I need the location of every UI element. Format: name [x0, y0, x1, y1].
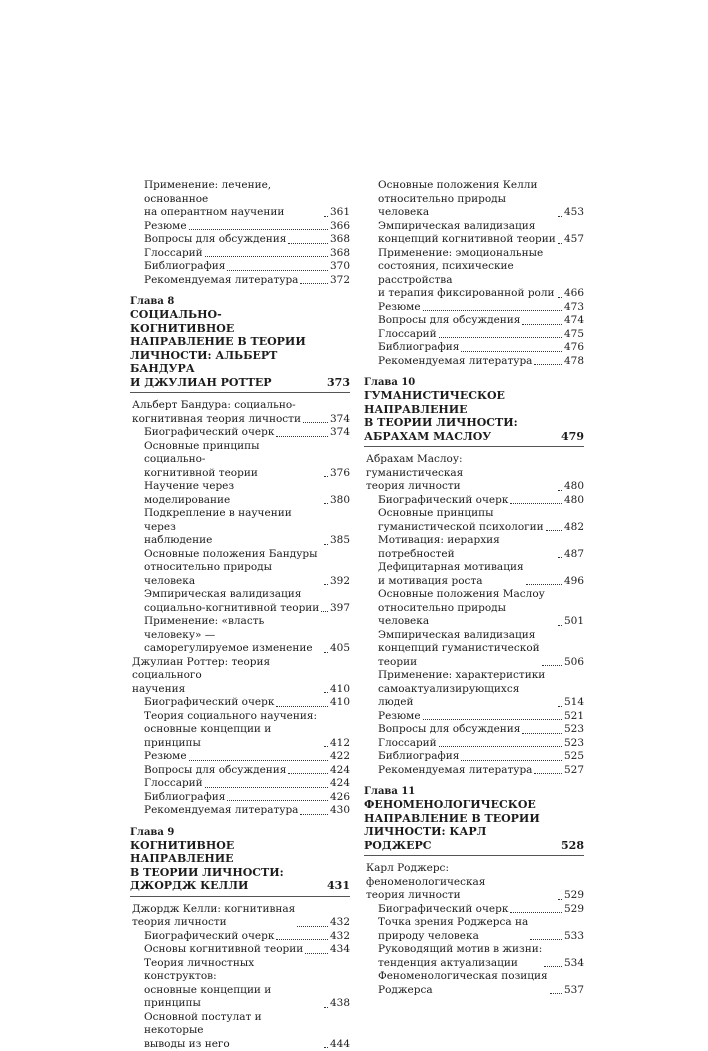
toc-entry	[130, 274, 350, 288]
toc-entry	[130, 260, 350, 274]
dot-leader	[439, 337, 562, 338]
page-number: 424	[330, 764, 350, 778]
toc-entry	[364, 750, 584, 764]
toc-entry	[364, 764, 584, 778]
toc-entry	[364, 669, 584, 710]
toc-entry-text: Резюме	[378, 301, 421, 315]
toc-entry-text: Дефицитарная мотивация и мотивация роста	[378, 561, 524, 588]
toc-entry-text: Основные принципы гуманистической психологии	[378, 507, 544, 534]
page-number: 424	[330, 777, 350, 791]
toc-entry-text: Применение: лечение, основанное на оперантном научении	[144, 179, 322, 220]
toc-entry	[364, 588, 584, 629]
toc-entry	[130, 710, 350, 751]
dot-leader	[288, 773, 328, 774]
toc-column-left	[130, 179, 350, 1051]
page-number: 514	[564, 696, 584, 710]
dot-leader	[461, 760, 562, 761]
dot-leader	[276, 706, 328, 707]
chapter-title-text: КОГНИТИВНОЕ НАПРАВЛЕНИЕ В ТЕОРИИ ЛИЧНОСТИ: ДЖОРДЖ КЕЛЛИ	[130, 839, 323, 893]
toc-entry-text: Биографический очерк	[144, 696, 274, 710]
page-number: 370	[330, 260, 350, 274]
toc-entry	[364, 903, 584, 917]
dot-leader	[324, 1007, 328, 1008]
toc-entry-text: Феноменологическая позиция Роджерса	[378, 970, 548, 997]
dot-leader	[303, 422, 328, 423]
toc-entry	[364, 862, 584, 903]
chapter-rule	[130, 392, 350, 393]
toc-entry-text: Основные положения Бандуры относительно природы человека	[144, 548, 322, 589]
toc-entry-text: Вопросы для обсуждения	[144, 764, 286, 778]
page-number: 361	[330, 206, 350, 220]
dot-leader	[189, 229, 328, 230]
toc-entry-text: Эмпирическая валидизация концепций когнитивной теории	[378, 220, 556, 247]
dot-leader	[558, 625, 562, 626]
page-number: 534	[564, 957, 584, 971]
dot-leader	[558, 490, 562, 491]
toc-entry	[130, 656, 350, 697]
dot-leader	[558, 899, 562, 900]
chapter-title	[364, 798, 584, 852]
page-number: 457	[564, 233, 584, 247]
toc-entry-text: Библиография	[378, 341, 459, 355]
page-number: 430	[330, 804, 350, 818]
dot-leader	[542, 665, 562, 666]
page-number: 372	[330, 274, 350, 288]
page-number: 482	[564, 521, 584, 535]
dot-leader	[546, 530, 562, 531]
chapter-page-number: 528	[561, 839, 584, 853]
page-number: 529	[564, 903, 584, 917]
page-number: 466	[564, 287, 584, 301]
page-number: 412	[330, 737, 350, 751]
toc-entry	[130, 615, 350, 656]
toc-entry-text: Мотивация: иерархия потребностей	[378, 534, 556, 561]
chapter-title-text: ГУМАНИСТИЧЕСКОЕ НАПРАВЛЕНИЕ В ТЕОРИИ ЛИЧНОСТИ: АБРАХАМ МАСЛОУ	[364, 389, 557, 443]
toc-entry-text: Точка зрения Роджерса на природу человека	[378, 916, 528, 943]
toc-entry	[364, 629, 584, 670]
toc-entry	[364, 723, 584, 737]
page-number: 432	[330, 916, 350, 930]
dot-leader	[300, 814, 328, 815]
page-number: 422	[330, 750, 350, 764]
page-number: 368	[330, 233, 350, 247]
chapter-title	[130, 839, 350, 893]
toc-entry	[364, 179, 584, 220]
toc-entry	[130, 233, 350, 247]
toc-entry-text: Глоссарий	[144, 247, 203, 261]
toc-entry	[130, 777, 350, 791]
dot-leader	[288, 243, 328, 244]
page-number: 438	[330, 997, 350, 1011]
toc-entry	[364, 247, 584, 301]
toc-entry-text: Джордж Келли: когнитивная теория личности	[132, 903, 295, 930]
dot-leader	[423, 719, 562, 720]
toc-entry	[364, 507, 584, 534]
page-number: 478	[564, 355, 584, 369]
dot-leader	[276, 436, 328, 437]
toc-entry-text: Эмпирическая валидизация социально-когнитивной теории	[144, 588, 319, 615]
toc-entry-text: Применение: характеристики самоактуализирующихся людей	[378, 669, 556, 710]
chapter-page-number: 479	[561, 430, 584, 444]
chapter-title-text: СОЦИАЛЬНО-КОГНИТИВНОЕ НАПРАВЛЕНИЕ В ТЕОРИИ ЛИЧНОСТИ: АЛЬБЕРТ БАНДУРА И ДЖУЛИАН РОТТЕР	[130, 308, 323, 389]
toc-entry	[130, 247, 350, 261]
page-number: 453	[564, 206, 584, 220]
toc-entry-text: Основной постулат и некоторые выводы из него	[144, 1011, 322, 1051]
toc-entry	[364, 737, 584, 751]
chapter-label: Глава 9	[130, 826, 350, 839]
page-number: 385	[330, 534, 350, 548]
toc-entry-text: Абрахам Маслоу: гуманистическая теория личности	[366, 453, 556, 494]
chapter-page-number: 431	[327, 879, 350, 893]
toc-entry	[130, 804, 350, 818]
page-number: 487	[564, 548, 584, 562]
page-number: 368	[330, 247, 350, 261]
chapter-title	[364, 389, 584, 443]
dot-leader	[544, 966, 562, 967]
dot-leader	[324, 584, 328, 585]
toc-entry-text: Резюме	[144, 750, 187, 764]
toc-entry-text: Биографический очерк	[378, 494, 508, 508]
toc-entry	[130, 943, 350, 957]
toc-entry	[130, 179, 350, 220]
page-number: 529	[564, 889, 584, 903]
toc-entry-text: Применение: эмоциональные состояния, психические расстройства и терапия фиксированной роли	[378, 247, 556, 301]
page-number: 426	[330, 791, 350, 805]
dot-leader	[534, 364, 562, 365]
page-number: 410	[330, 683, 350, 697]
toc-entry	[364, 561, 584, 588]
toc-entry	[364, 916, 584, 943]
toc-entry-text: Эмпирическая валидизация концепций гуманистической теории	[378, 629, 540, 670]
dot-leader	[461, 351, 562, 352]
toc-entry-text: Вопросы для обсуждения	[144, 233, 286, 247]
toc-entry-text: Библиография	[144, 260, 225, 274]
dot-leader	[550, 993, 562, 994]
dot-leader	[526, 584, 562, 585]
dot-leader	[276, 939, 328, 940]
toc-entry	[130, 399, 350, 426]
toc-entry-text: Глоссарий	[378, 328, 437, 342]
page-number: 525	[564, 750, 584, 764]
toc-entry	[130, 791, 350, 805]
page-number: 410	[330, 696, 350, 710]
page-number: 392	[330, 575, 350, 589]
toc-entry	[364, 301, 584, 315]
dot-leader	[324, 216, 328, 217]
page-number: 376	[330, 467, 350, 481]
toc-entry	[130, 957, 350, 1011]
dot-leader	[324, 746, 328, 747]
dot-leader	[558, 706, 562, 707]
dot-leader	[189, 760, 328, 761]
toc-entry	[364, 314, 584, 328]
toc-entry	[130, 440, 350, 481]
toc-entry	[130, 588, 350, 615]
dot-leader	[558, 243, 562, 244]
toc-entry-text: Резюме	[378, 710, 421, 724]
page-number: 521	[564, 710, 584, 724]
dot-leader	[558, 216, 562, 217]
dot-leader	[205, 256, 328, 257]
page-number: 473	[564, 301, 584, 315]
chapter-title-text: ФЕНОМЕНОЛОГИЧЕСКОЕ НАПРАВЛЕНИЕ В ТЕОРИИ ЛИЧНОСТИ: КАРЛ РОДЖЕРС	[364, 798, 557, 852]
dot-leader	[522, 733, 562, 734]
toc-entry-text: Основные положения Маслоу относительно природы человека	[378, 588, 556, 629]
dot-leader	[324, 503, 328, 504]
page-number: 476	[564, 341, 584, 355]
dot-leader	[324, 692, 328, 693]
dot-leader	[423, 310, 562, 311]
page-number: 496	[564, 575, 584, 589]
toc-entry-text: Библиография	[144, 791, 225, 805]
toc-entry-text: Научение через моделирование	[144, 480, 322, 507]
toc-entry	[130, 750, 350, 764]
toc-entry-text: Рекомендуемая литература	[378, 355, 532, 369]
page-number: 405	[330, 642, 350, 656]
toc-entry	[364, 355, 584, 369]
toc-entry-text: Биографический очерк	[144, 426, 274, 440]
page-number: 444	[330, 1038, 350, 1051]
chapter-label: Глава 8	[130, 295, 350, 308]
page-number: 380	[330, 494, 350, 508]
page-number: 475	[564, 328, 584, 342]
toc-entry-text: Основные положения Келли относительно природы человека	[378, 179, 556, 220]
dot-leader	[324, 476, 328, 477]
page-number: 366	[330, 220, 350, 234]
toc-entry-text: Биографический очерк	[144, 930, 274, 944]
toc-entry	[130, 764, 350, 778]
dot-leader	[300, 283, 328, 284]
toc-entry	[364, 970, 584, 997]
dot-leader	[439, 746, 562, 747]
toc-entry	[364, 328, 584, 342]
dot-leader	[510, 503, 562, 504]
toc-entry	[364, 453, 584, 494]
dot-leader	[227, 270, 328, 271]
dot-leader	[558, 297, 562, 298]
toc-entry	[130, 220, 350, 234]
toc-entry-text: Библиография	[378, 750, 459, 764]
dot-leader	[227, 800, 328, 801]
dot-leader	[522, 324, 562, 325]
dot-leader	[321, 611, 328, 612]
chapter-page-number: 373	[327, 376, 350, 390]
toc-entry-text: Вопросы для обсуждения	[378, 314, 520, 328]
dot-leader	[534, 773, 562, 774]
toc-entry	[364, 534, 584, 561]
page-number: 432	[330, 930, 350, 944]
page-number: 397	[330, 602, 350, 616]
chapter-rule	[130, 896, 350, 897]
toc-entry-text: Карл Роджерс: феноменологическая теория личности	[366, 862, 556, 903]
toc-entry	[364, 341, 584, 355]
page-number: 480	[564, 494, 584, 508]
toc-entry-text: Джулиан Роттер: теория социального научения	[132, 656, 322, 697]
chapter-rule	[364, 855, 584, 856]
dot-leader	[324, 1047, 328, 1048]
chapter-label: Глава 10	[364, 376, 584, 389]
dot-leader	[305, 953, 328, 954]
toc-entry-text: Теория личностных конструктов: основные концепции и принципы	[144, 957, 322, 1011]
page-number: 374	[330, 426, 350, 440]
toc-entry	[130, 696, 350, 710]
toc-entry	[130, 930, 350, 944]
dot-leader	[297, 926, 328, 927]
page-number: 506	[564, 656, 584, 670]
page-number: 374	[330, 413, 350, 427]
toc-entry-text: Подкрепление в научении через наблюдение	[144, 507, 322, 548]
chapter-rule	[364, 446, 584, 447]
dot-leader	[324, 544, 328, 545]
toc-entry-text: Руководящий мотив в жизни: тенденция актуализации	[378, 943, 542, 970]
toc-entry	[130, 480, 350, 507]
toc-entry	[364, 220, 584, 247]
toc-entry-text: Глоссарий	[378, 737, 437, 751]
dot-leader	[324, 652, 328, 653]
page-number: 523	[564, 723, 584, 737]
toc-entry-text: Применение: «власть человеку» — саморегулируемое изменение	[144, 615, 322, 656]
chapter-label: Глава 11	[364, 785, 584, 798]
toc-entry	[130, 548, 350, 589]
toc-entry	[364, 710, 584, 724]
chapter-title	[130, 308, 350, 389]
toc-entry-text: Рекомендуемая литература	[144, 274, 298, 288]
dot-leader	[510, 912, 562, 913]
toc-entry-text: Рекомендуемая литература	[144, 804, 298, 818]
toc-entry	[130, 507, 350, 548]
toc-entry-text: Основы когнитивной теории	[144, 943, 303, 957]
toc-entry-text: Биографический очерк	[378, 903, 508, 917]
toc-entry	[364, 494, 584, 508]
page-number: 523	[564, 737, 584, 751]
toc-entry-text: Резюме	[144, 220, 187, 234]
dot-leader	[558, 557, 562, 558]
toc-entry-text: Теория социального научения: основные концепции и принципы	[144, 710, 322, 751]
toc-entry-text: Альберт Бандура: социально- когнитивная теория личности	[132, 399, 301, 426]
toc-column-right	[364, 179, 584, 997]
page-number: 480	[564, 480, 584, 494]
dot-leader	[530, 939, 562, 940]
toc-entry	[130, 426, 350, 440]
dot-leader	[205, 787, 328, 788]
page-number: 537	[564, 984, 584, 998]
page-number: 501	[564, 615, 584, 629]
toc-entry-text: Основные принципы социально- когнитивной теории	[144, 440, 322, 481]
page-number: 434	[330, 943, 350, 957]
toc-entry-text: Глоссарий	[144, 777, 203, 791]
toc-entry	[364, 943, 584, 970]
page-number: 533	[564, 930, 584, 944]
page-number: 527	[564, 764, 584, 778]
toc-entry-text: Вопросы для обсуждения	[378, 723, 520, 737]
toc-entry	[130, 1011, 350, 1051]
toc-entry	[130, 903, 350, 930]
page-number: 474	[564, 314, 584, 328]
toc-entry-text: Рекомендуемая литература	[378, 764, 532, 778]
